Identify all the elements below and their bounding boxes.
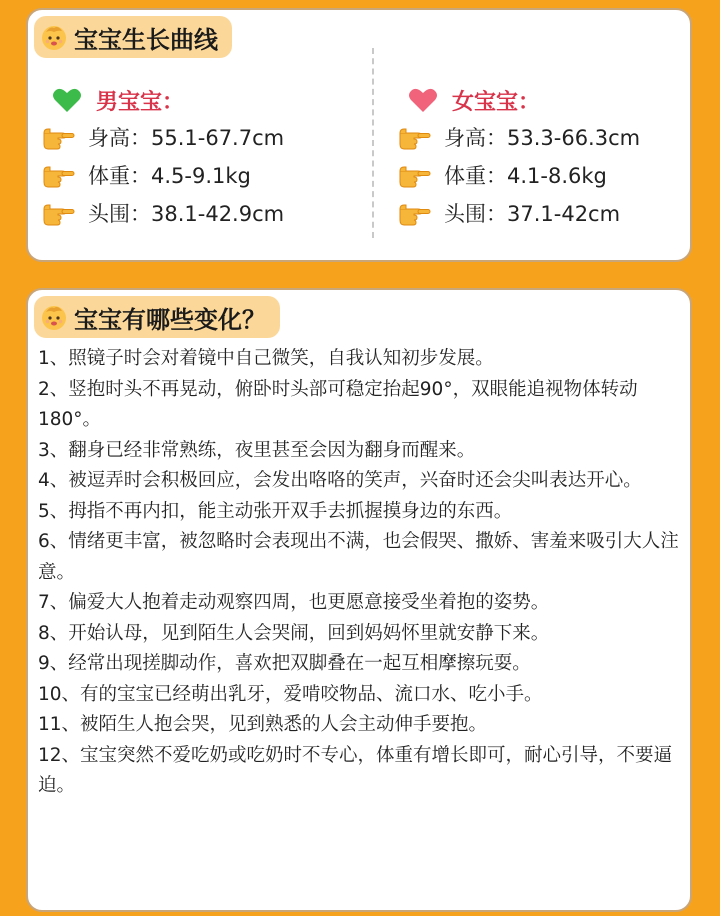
boy-stat-weight	[42, 156, 342, 194]
list-item: 10、有的宝宝已经萌出乳牙，爱啃咬物品、流口水、吃小手。	[38, 683, 543, 705]
pointing-hand-icon	[42, 200, 76, 226]
pointing-hand-icon	[42, 162, 76, 188]
boy-header	[42, 82, 342, 118]
boy-column	[42, 82, 342, 232]
growth-card	[26, 8, 692, 262]
baby-face-icon	[40, 23, 68, 51]
pointing-hand-icon	[398, 124, 432, 150]
girl-label: 女宝宝：	[452, 89, 541, 115]
list-item: 1、照镜子时会对着镜中自己微笑，自我认知初步发展。	[38, 348, 494, 369]
list-item: 7、偏爱大人抱着走动观察四周，也更愿意接受坐着抱的姿势。	[38, 592, 550, 613]
baby-face-icon	[40, 303, 68, 331]
growth-section-title	[34, 16, 232, 58]
girl-header	[398, 82, 698, 118]
stat-text: 身高：55.1-67.7cm	[88, 126, 285, 150]
girl-stat-weight	[398, 156, 698, 194]
stat-text: 体重：4.5-9.1kg	[88, 164, 251, 188]
growth-title-text: 宝宝生长曲线	[74, 25, 218, 54]
changes-section-title	[34, 296, 280, 338]
girl-stat-head	[398, 194, 698, 232]
stat-text: 头围：37.1-42cm	[444, 202, 621, 226]
list-item: 5、拇指不再内扣，能主动张开双手去抓握摸身边的东西。	[38, 500, 513, 522]
stat-text: 头围：38.1-42.9cm	[88, 202, 285, 226]
changes-title-text: 宝宝有哪些变化？	[74, 305, 266, 334]
list-item: 3、翻身已经非常熟练，夜里甚至会因为翻身而醒来。	[38, 439, 476, 461]
pointing-hand-icon	[398, 162, 432, 188]
boy-label: 男宝宝：	[96, 89, 185, 115]
list-item: 4、被逗弄时会积极回应，会发出咯咯的笑声，兴奋时还会尖叫表达开心。	[38, 470, 642, 491]
pointing-hand-icon	[42, 124, 76, 150]
stat-text: 身高：53.3-66.3cm	[444, 126, 641, 150]
stat-text: 体重：4.1-8.6kg	[444, 164, 607, 188]
column-divider	[372, 48, 374, 238]
pink-heart-icon	[408, 87, 438, 113]
list-item: 8、开始认母，见到陌生人会哭闹，回到妈妈怀里就安静下来。	[38, 622, 550, 644]
girl-stat-height	[398, 118, 698, 156]
boy-stat-head	[42, 194, 342, 232]
changes-card	[26, 288, 692, 912]
list-item: 2、竖抱时头不再晃动，俯卧时头部可稳定抬起90°，双眼能追视物体转动180°。	[38, 378, 638, 430]
pointing-hand-icon	[398, 200, 432, 226]
girl-column	[398, 82, 698, 232]
changes-list	[38, 344, 680, 802]
list-item: 9、经常出现搓脚动作，喜欢把双脚叠在一起互相摩擦玩耍。	[38, 653, 531, 674]
boy-stat-height	[42, 118, 342, 156]
list-item: 6、情绪更丰富，被忽略时会表现出不满，也会假哭、撒娇、害羞来吸引大人注意。	[38, 531, 679, 583]
list-item: 11、被陌生人抱会哭，见到熟悉的人会主动伸手要抱。	[38, 714, 488, 735]
green-heart-icon	[52, 87, 82, 113]
list-item: 12、宝宝突然不爱吃奶或吃奶时不专心，体重有增长即可，耐心引导，不要逼迫。	[38, 744, 673, 796]
